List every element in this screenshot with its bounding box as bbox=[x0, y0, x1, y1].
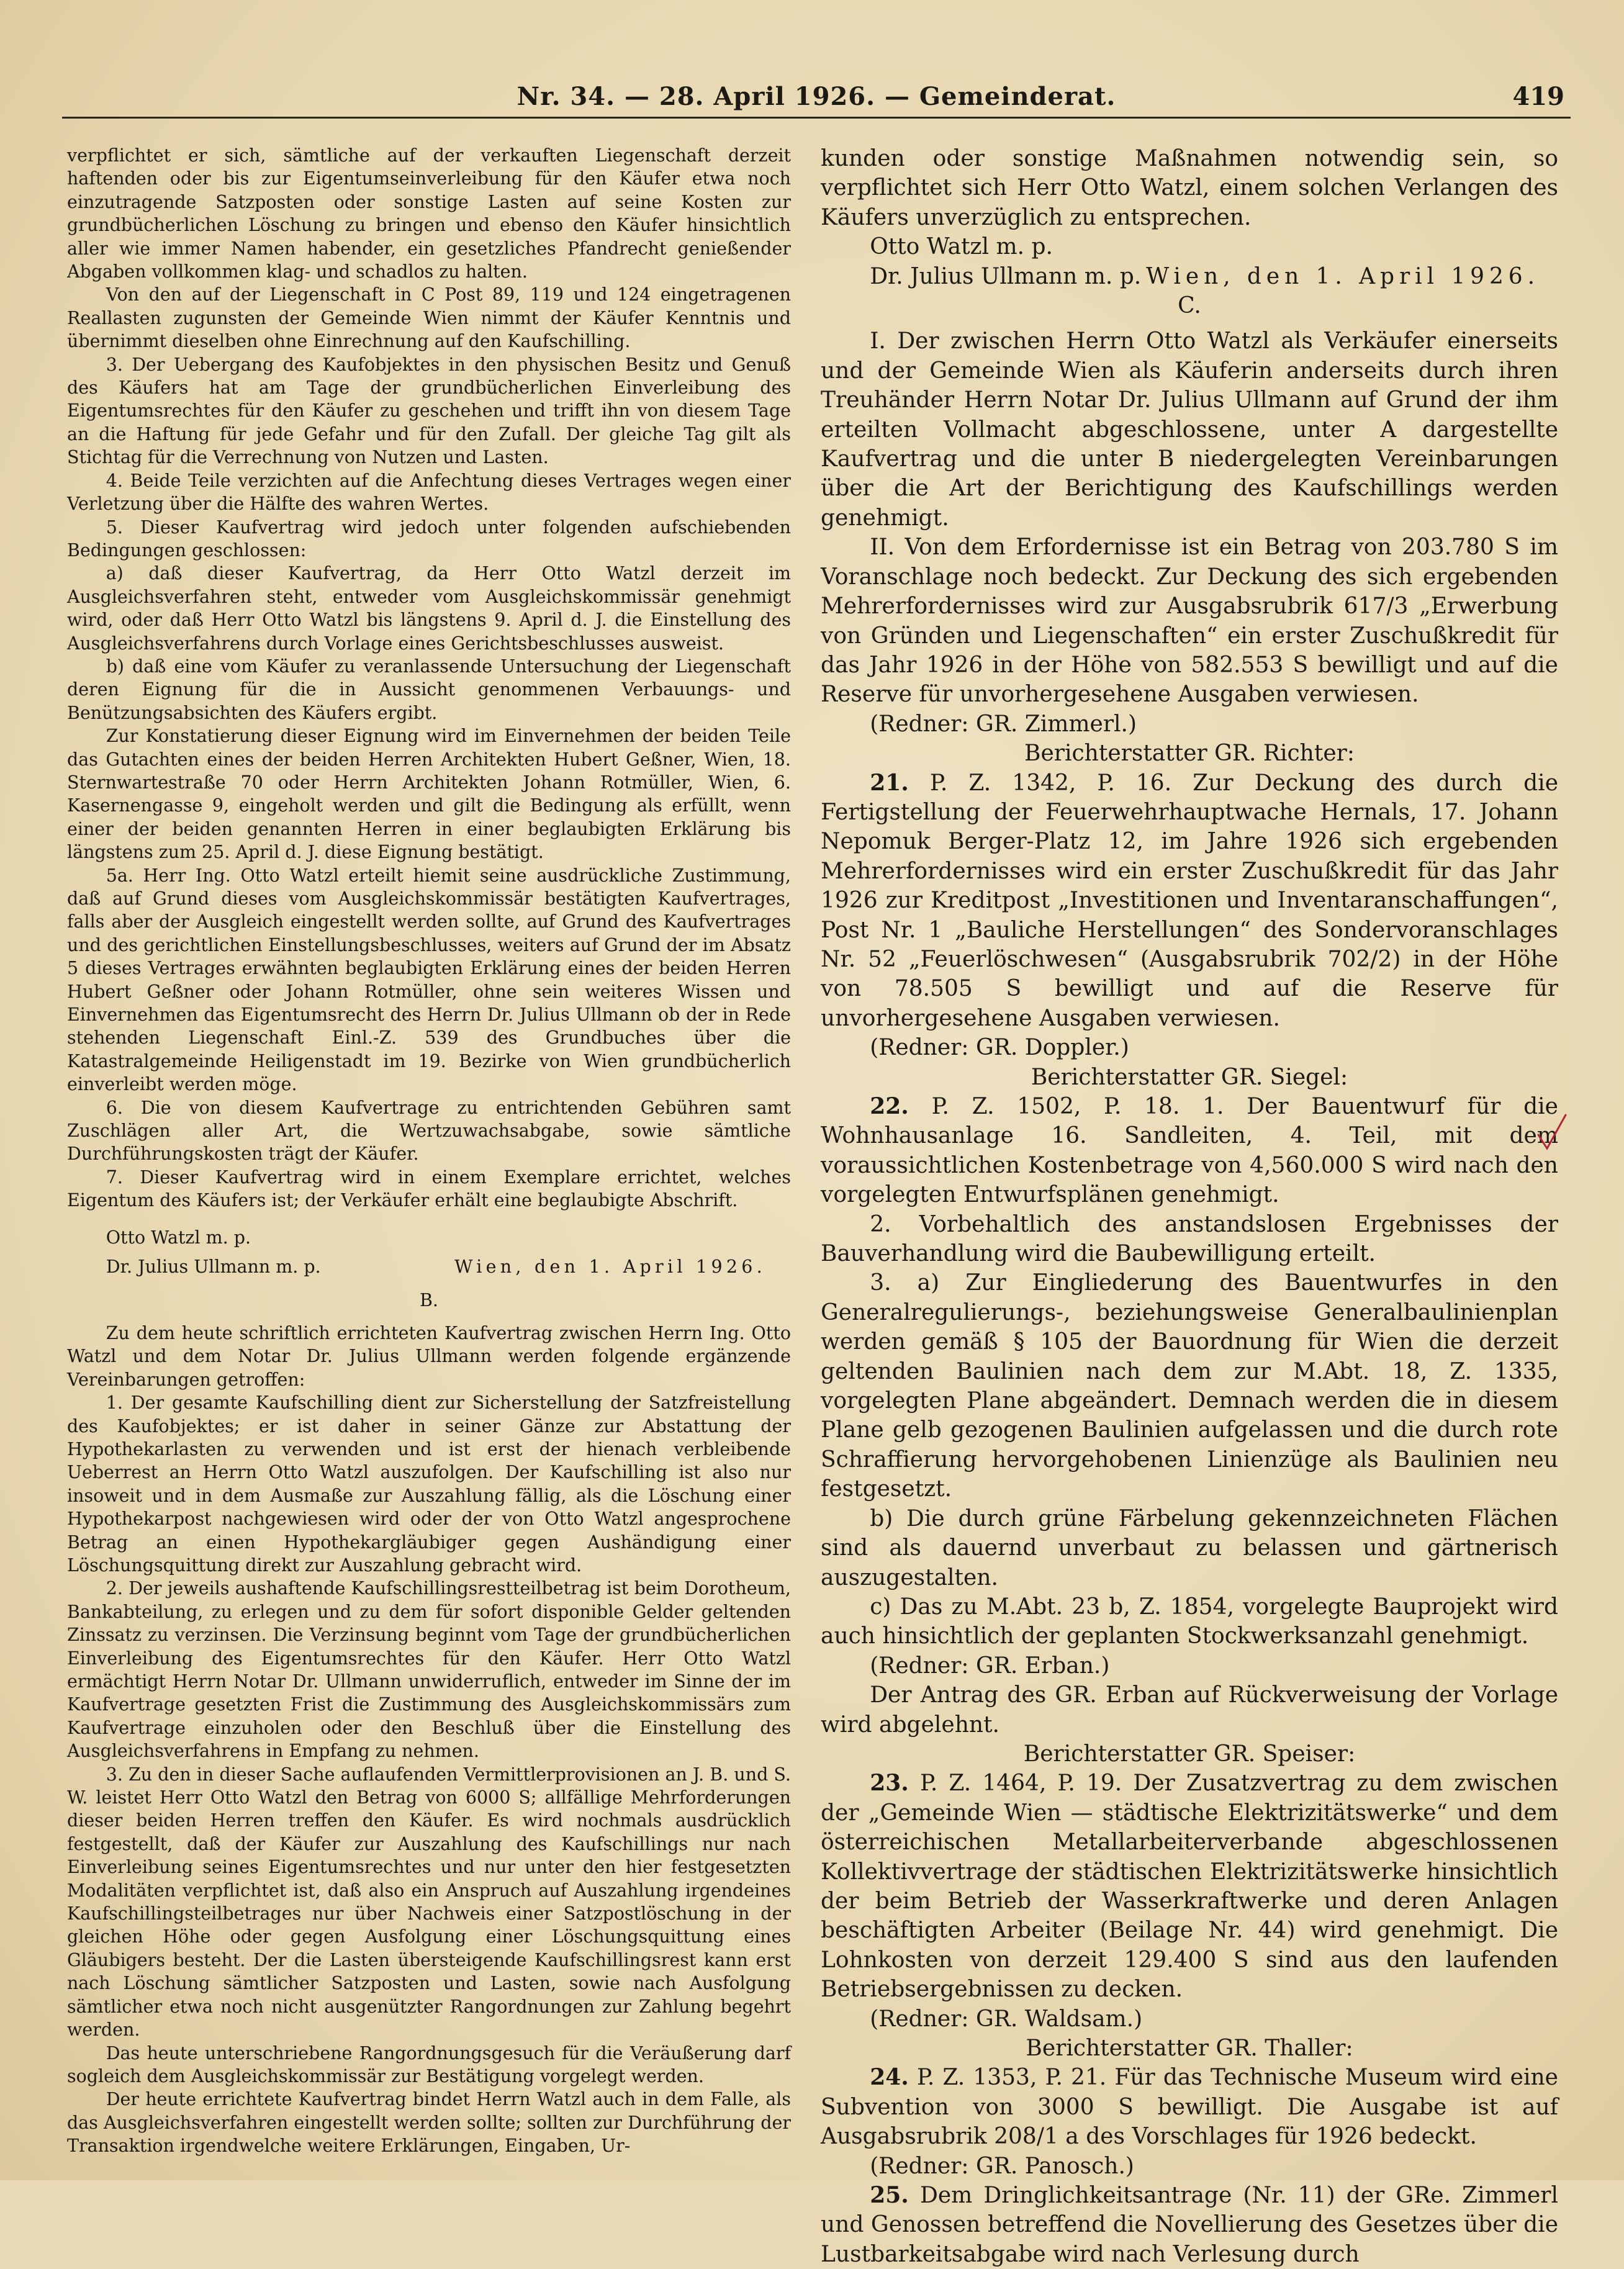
rapporteur-heading: Berichterstatter GR. Richter: bbox=[1024, 741, 1355, 767]
section-heading: B. bbox=[419, 1289, 438, 1310]
agenda-item-25 bbox=[821, 2181, 1558, 2269]
paragraph: 7. Dieser Kaufvertrag wird in einem Exemplare errichtet, welches Eigentum des Käufers ist; der Verkäufer erhält eine beglaubigte Abschrift. bbox=[67, 1166, 791, 1211]
paragraph: 3. Der Uebergang des Kaufobjektes in den physischen Besitz und Genuß des Käufers hat am Tage der grundbücherlichen Einverleibung des Eigentumsrechtes für den Käufer zu geschehen und trifft ihn von diesem Tage an die Haftung für jede Gefahr und für den Zufall. Der gleiche Tag gilt als Stichtag für die Verrechnung von Nutzen und Lasten. bbox=[67, 354, 791, 468]
item-text: P. Z. 1342, P. 16. Zur Deckung des durch die Fertigstellung der Feuerwehrhauptwache Hernals, 17. Johann Nepomuk Berger-Platz 12, im Jahre 1926 sich ergebenden Mehrerfordernisses wird ein erster Zuschußkredit für das Jahr 1926 zur Kreditpost „Investitionen und Inventaranschaffungen“, Post Nr. 1 „Bauliche Herstellungen“ des Sondervoranschlages Nr. 52 „Feuerlöschwesen“ (Ausgabsrubrik 702/2) in der Höhe von 78.505 S bewilligt und auf die Reserve für unvorhergesehene Ausgaben verwiesen. bbox=[821, 770, 1558, 1031]
signature: Otto Watzl m. p. bbox=[870, 234, 1053, 260]
speaker-note: (Redner: GR. Doppler.) bbox=[870, 1035, 1129, 1061]
check-mark-icon bbox=[1533, 1111, 1571, 1155]
paragraph: Der heute errichtete Kaufvertrag bindet Herrn Watzl auch in dem Falle, als das Ausgleichsverfahren eingestellt werden sollte; sollten zur Durchführung der Transaktion irgendwelche weitere Erklärungen, Eingaben, Ur- bbox=[67, 2089, 791, 2157]
paragraph: a) daß dieser Kaufvertrag, da Herr Otto Watzl derzeit im Ausgleichsverfahren steht, entweder vom Ausgleichskommissär genehmigt wird, oder daß Herr Otto Watzl bis längstens 9. April d. J. die Einstellung des Ausgleichsverfahrens durch Vorlage eines Gerichtsbeschlusses ausweist. bbox=[67, 563, 791, 654]
paragraph: I. Der zwischen Herrn Otto Watzl als Verkäufer einerseits und der Gemeinde Wien als Käuferin anderseits durch ihren Treuhänder Herrn Notar Dr. Julius Ullmann auf Grund der ihm erteilten Vollmacht abgeschlossene, unter A dargestellte Kaufvertrag und die unter B niedergelegten Vereinbarungen über die Art der Berichtigung des Kaufschillings werden genehmigt. bbox=[821, 328, 1558, 531]
item-number: 24. bbox=[870, 2064, 909, 2091]
paragraph: Der Antrag des GR. Erban auf Rückverweisung der Vorlage wird abgelehnt. bbox=[821, 1682, 1558, 1738]
paragraph: verpflichtet er sich, sämtliche auf der verkauften Liegenschaft derzeit haftenden oder bis zur Eigentumseinverleibung für den Käufer etwa noch einzutragende Satzposten oder sonstige Lasten auf seine Kosten zur grundbücherlichen Löschung zu bringen und ebenso den Käufer hinsichtlich aller wie immer Namen habender, ein gesetzliches Pfandrecht genießender Abgaben vollkommen klag- und schadlos zu halten. bbox=[67, 145, 791, 282]
speaker-note: (Redner: GR. Waldsam.) bbox=[870, 2006, 1143, 2032]
agenda-item-22 bbox=[821, 1092, 1558, 1210]
speaker-note: (Redner: GR. Zimmerl.) bbox=[870, 711, 1137, 737]
paragraph: b) daß eine vom Käufer zu veranlassende Untersuchung der Liegenschaft deren Eignung für die in Aussicht genommenen Verbauungs- und Benützungsabsichten des Käufers ergibt. bbox=[67, 656, 791, 723]
signature-line bbox=[67, 1255, 791, 1278]
rapporteur-heading: Berichterstatter GR. Thaller: bbox=[1026, 2036, 1353, 2061]
left-column bbox=[67, 144, 791, 2158]
paragraph: 1. Der gesamte Kaufschilling dient zur Sicherstellung der Satzfreistellung des Kaufobjektes; er ist daher in seiner Gänze zur Abstattung der Hypothekarlasten zu verwenden und ist erst der hienach verbleibende Ueberrest an Herrn Otto Watzl auszufolgen. Der Kaufschilling ist also nur insoweit und in dem Ausmaße zur Auszahlung fällig, als die Löschung einer Hypothekarpost nachgewiesen wird oder der von Otto Watzl angesprochene Betrag an einen Hypothekargläubiger gegen Aushändigung einer Löschungsquittung direkt zur Auszahlung gebracht wird. bbox=[67, 1392, 791, 1576]
paragraph: c) Das zu M.Abt. 23 b, Z. 1854, vorgelegte Bauprojekt wird auch hinsichtlich der geplanten Stockwerksanzahl genehmigt. bbox=[821, 1594, 1558, 1649]
item-number: 22. bbox=[870, 1093, 909, 1119]
paragraph: 2. Vorbehaltlich des anstandslosen Ergebnisses der Bauverhandlung wird die Baubewilligung erteilt. bbox=[821, 1211, 1558, 1267]
agenda-item-21 bbox=[821, 769, 1558, 1034]
page-number: 419 bbox=[1512, 82, 1564, 111]
header-title: Nr. 34. — 28. April 1926. — Gemeinderat. bbox=[517, 82, 1116, 111]
paragraph: 6. Die von diesem Kaufvertrage zu entrichtenden Gebühren samt Zuschlägen aller Art, die Wertzuwachsabgabe, sowie sämtliche Durchführungskosten trägt der Käufer. bbox=[67, 1097, 791, 1165]
paragraph: 3. Zu den in dieser Sache auflaufenden Vermittlerprovisionen an J. B. und S. W. leistet Herr Otto Watzl den Betrag von 6000 S; allfällige Mehrforderungen dieser beiden Herren treffen den Käufer. Es wird nochmals ausdrücklich festgestellt, daß der Käufer zur Auszahlung des Kaufschillings nur nach Einverleibung seines Eigentumsrechtes und nur unter den hier festgesetzten Modalitäten verpflichtet ist, daß also ein Anspruch auf Auszahlung irgendeines Kaufschillingsteilbetrages nur über Nachweis einer Satzpostlöschung in der gleichen Höhe oder gegen Ausfolgung einer Löschungsquittung eines Gläubigers besteht. Der die Lasten übersteigende Kaufschillingsrest kann erst nach Löschung sämtlicher Satzposten und Lasten, sowie nach Ausfolgung sämtlicher etwa noch nicht ausgenützter Rangordnungen zur Zahlung begehrt werden. bbox=[67, 1764, 791, 2041]
page-header bbox=[62, 73, 1571, 119]
date-line: Wien, den 1. April 1926. bbox=[454, 1256, 766, 1278]
paragraph: Zur Konstatierung dieser Eignung wird im Einvernehmen der beiden Teile das Gutachten eines der beiden Herren Architekten Hubert Geßner, Wien, 18. Sternwartestraße 70 oder Herrn Architekten Johann Rotmüller, Wien, 6. Kasernengasse 9, eingeholt werden und gilt die Bedingung als erfüllt, wenn einer der beiden genannten Herren in einer beglaubigten Erklärung bis längstens zum 25. April d. J. diese Eignung bestätigt. bbox=[67, 726, 791, 863]
item-text: P. Z. 1502, P. 18. 1. Der Bauentwurf für die Wohnhausanlage 16. Sandleiten, 4. Teil, mit dem voraussichtlichen Kostenbetrage von 4,560.000 S wird nach den vorgelegten Entwurfsplänen genehmigt. bbox=[821, 1094, 1558, 1208]
section-heading: C. bbox=[1178, 293, 1201, 319]
paragraph: Zu dem heute schriftlich errichteten Kaufvertrag zwischen Herrn Ing. Otto Watzl und dem Notar Dr. Julius Ullmann werden folgende ergänzende Vereinbarungen getroffen: bbox=[67, 1322, 791, 1390]
right-column bbox=[821, 144, 1558, 2269]
item-text: P. Z. 1353, P. 21. Für das Technische Museum wird eine Subvention von 3000 S bewilligt. Die Ausgabe ist auf Ausgabsrubrik 208/1 a des Vorschlages für 1926 bedeckt. bbox=[821, 2065, 1558, 2150]
speaker-note: (Redner: GR. Erban.) bbox=[870, 1653, 1110, 1679]
agenda-item-24 bbox=[821, 2063, 1558, 2151]
paragraph: 2. Der jeweils aushaftende Kaufschillingsrestteilbetrag ist beim Dorotheum, Bankabteilung, zu erlegen und zu dem für sofort disponible Gelder geltenden Zinssatz zu verzinsen. Die Verzinsung beginnt vom Tage der grundbücherlichen Einverleibung des Eigentumsrechtes für den Käufer. Herr Otto Watzl ermächtigt Herrn Notar Dr. Ullmann unwiderruflich, entweder im Sinne der im Kaufvertrage gesetzten Frist die Zustimmung des Ausgleichskommissärs zum Kaufvertrage einzuholen oder den Beschluß über die Einstellung des Ausgleichsverfahrens in Empfang zu nehmen. bbox=[67, 1578, 791, 1762]
signature: Dr. Julius Ullmann m. p. bbox=[106, 1256, 321, 1278]
speaker-note: (Redner: GR. Panosch.) bbox=[870, 2153, 1134, 2179]
item-number: 23. bbox=[870, 1770, 909, 1797]
paragraph: Das heute unterschriebene Rangordnungsgesuch für die Veräußerung darf sogleich dem Ausgleichskommissär zur Bestätigung vorgelegt werden. bbox=[67, 2042, 791, 2086]
paragraph: kunden oder sonstige Maßnahmen notwendig sein, so verpflichtet sich Herr Otto Watzl, einem solchen Verlangen des Käufers unverzüglich zu entsprechen. bbox=[821, 146, 1558, 230]
paragraph: 5. Dieser Kaufvertrag wird jedoch unter folgenden aufschiebenden Bedingungen geschlossen: bbox=[67, 517, 791, 561]
red-pencil-mark bbox=[1533, 1111, 1571, 1155]
paragraph: Von den auf der Liegenschaft in C Post 89, 119 und 124 eingetragenen Reallasten zugunsten der Gemeinde Wien nimmt der Käufer Kenntnis und übernimmt dieselben ohne Einrechnung auf den Kaufschilling. bbox=[67, 284, 791, 352]
item-number: 21. bbox=[870, 769, 909, 796]
paragraph: 5a. Herr Ing. Otto Watzl erteilt hiemit seine ausdrückliche Zustimmung, daß auf Grund dieses vom Ausgleichskommissär bestätigten Kaufvertrages, falls aber der Ausgleich eingestellt werden sollte, auf Grund des Kaufvertrages und des gerichtlichen Einstellungsbeschlusses, weiters auf Grund der im Absatz 5 dieses Vertrages erwähnten beglaubigten Erklärung eines der beiden Herren Hubert Geßner oder Johann Rotmüller, ohne sein weiteres Wissen und Einvernehmen das Eigentumsrecht des Herrn Dr. Julius Ullmann ob der in Rede stehenden Liegenschaft Einl.-Z. 539 des Grundbuches über die Katastralgemeinde Heiligenstadt im 19. Bezirke von Wien grundbücherlich einverleibt werden möge. bbox=[67, 865, 791, 1095]
agenda-item-23 bbox=[821, 1769, 1558, 2004]
signature-line bbox=[821, 262, 1558, 291]
paragraph: b) Die durch grüne Färbelung gekennzeichneten Flächen sind als dauernd unverbaut zu belassen und gärtnerisch auszugestalten. bbox=[821, 1505, 1558, 1590]
item-number: 25. bbox=[870, 2182, 909, 2209]
rapporteur-heading: Berichterstatter GR. Speiser: bbox=[1023, 1741, 1356, 1767]
paragraph: II. Von dem Erfordernisse ist ein Betrag von 203.780 S im Voranschlage noch bedeckt. Zur Deckung des sich ergebenden Mehrerfordernisses wird zur Ausgabsrubrik 617/3 „Erwerbung von Gründen und Liegenschaften“ ein erster Zuschußkredit für das Jahr 1926 in der Höhe von 582.553 S bewilligt und auf die Reserve für unvorhergesehene Ausgaben verwiesen. bbox=[821, 535, 1558, 708]
signature: Dr. Julius Ullmann m. p. bbox=[870, 263, 1142, 289]
signature: Otto Watzl m. p. bbox=[106, 1227, 251, 1248]
item-text: P. Z. 1464, P. 19. Der Zusatzvertrag zu dem zwischen der „Gemeinde Wien — städtische Elektrizitätswerke“ und dem österreichischen Metallarbeiterverbande abgeschlossenen Kollektivvertrage der städtischen Elektrizitätswerke hinsichtlich der beim Betrieb der Wasserkraftwerke und deren Anlagen beschäftigten Arbeiter (Beilage Nr. 44) wird genehmigt. Die Lohnkosten von derzeit 129.400 S sind aus den laufenden Betriebsergebnissen zu decken. bbox=[821, 1771, 1558, 2003]
item-text: Dem Dringlichkeitsantrage (Nr. 11) der GRe. Zimmerl und Genossen betreffend die Novellierung des Gesetzes über die Lustbarkeitsabgabe wird nach Verlesung durch bbox=[821, 2183, 1558, 2267]
paragraph: 3. a) Zur Eingliederung des Bauentwurfes in den Generalregulierungs-, beziehungsweise Generalbaulinienplan werden gemäß § 105 der Bauordnung für Wien die derzeit geltenden Baulinien nach dem zur M.Abt. 18, Z. 1335, vorgelegten Plane abgeändert. Demnach werden die in diesem Plane gelb gezogenen Baulinien aufgelassen und die durch rote Schraffierung hervorgehobenen Linienzüge als Baulinien neu festgesetzt. bbox=[821, 1270, 1558, 1502]
rapporteur-heading: Berichterstatter GR. Siegel: bbox=[1031, 1064, 1348, 1090]
date-line: Wien, den 1. April 1926. bbox=[1146, 263, 1540, 289]
paragraph: 4. Beide Teile verzichten auf die Anfechtung dieses Vertrages wegen einer Verletzung über die Hälfte des wahren Wertes. bbox=[67, 470, 791, 515]
